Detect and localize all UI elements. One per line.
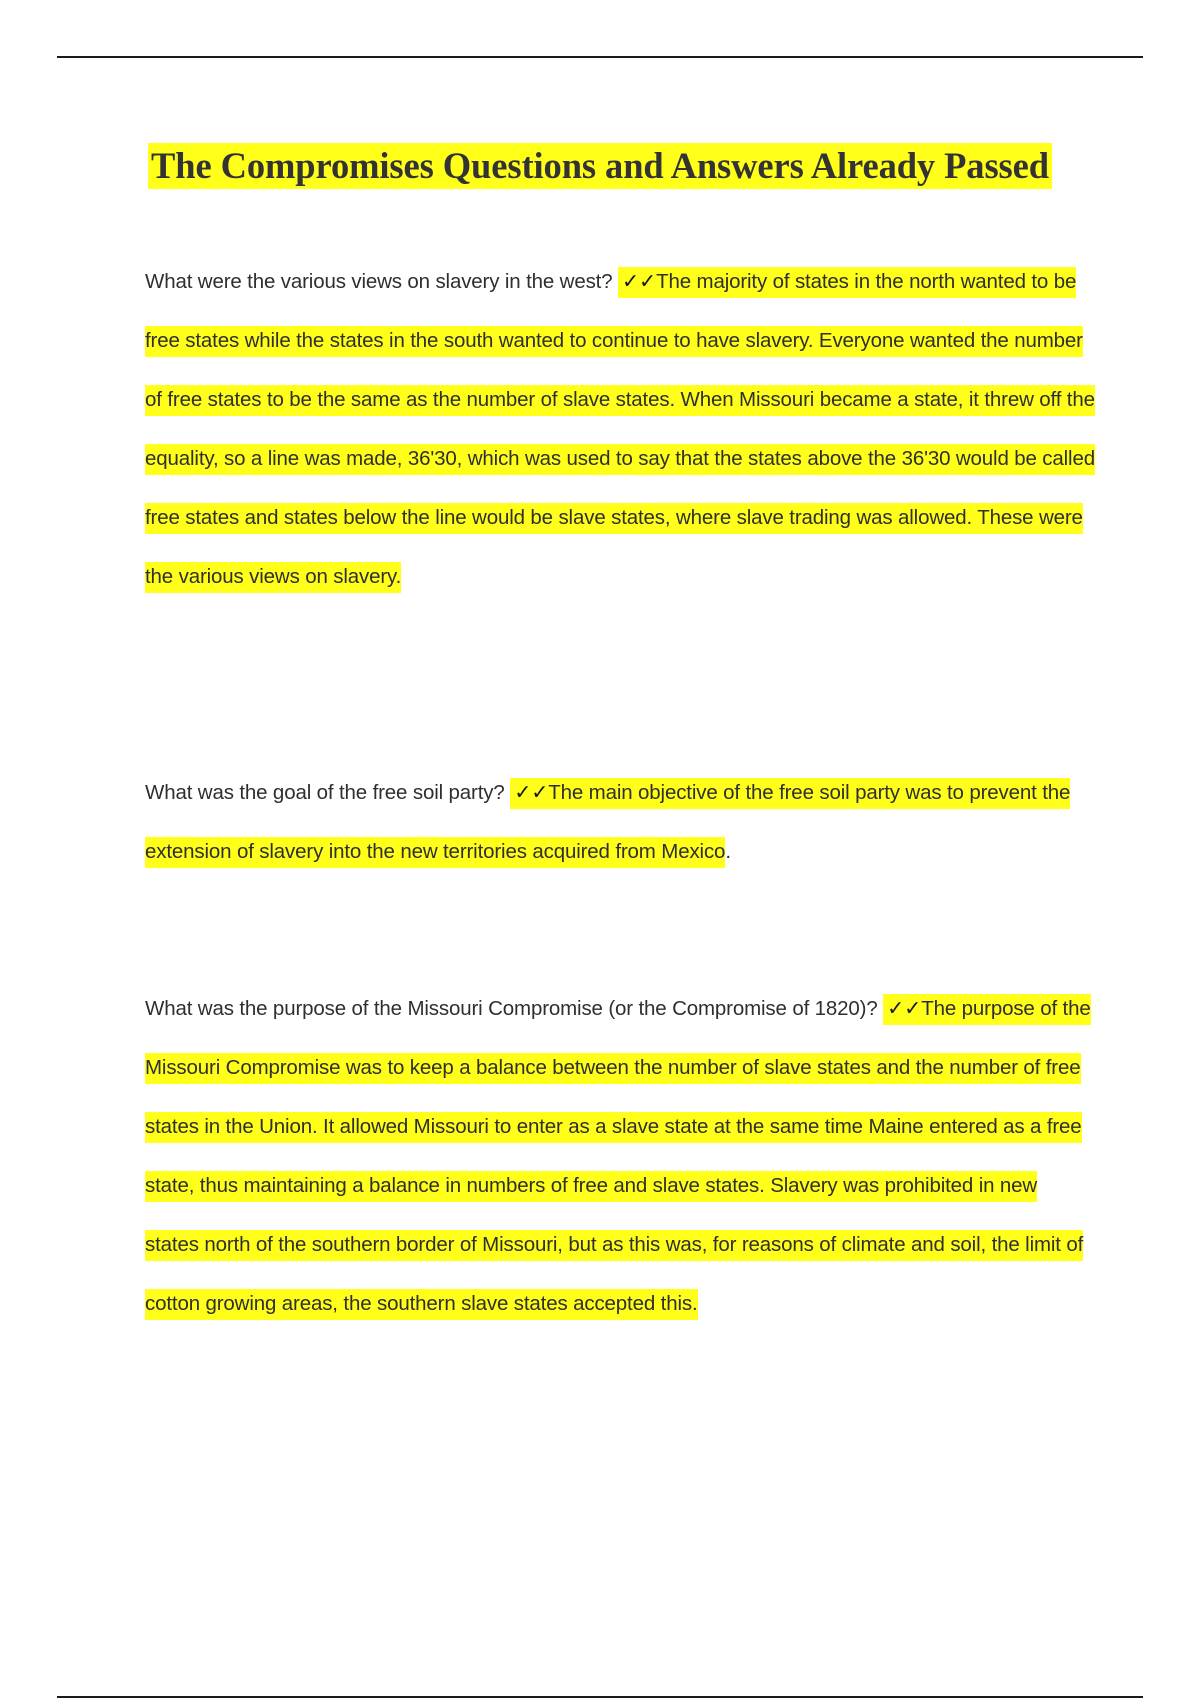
top-rule: [57, 56, 1143, 58]
title-container: [0, 143, 1200, 189]
answer-2-trailing: .: [725, 840, 731, 863]
question-3: What was the purpose of the Missouri Compromise (or the Compromise of 1820)?: [145, 997, 878, 1020]
check-mark-icon: ✓✓: [514, 781, 549, 804]
answer-1-highlight: [145, 267, 1095, 593]
answer-3-highlight: [145, 994, 1091, 1320]
answer-2: The main objective of the free soil party was to prevent the extension of slavery into the new territories acquired from Mexico: [145, 781, 1071, 863]
bottom-rule: [57, 1696, 1143, 1698]
qa-block-1: [145, 252, 1095, 606]
check-mark-icon: ✓✓: [887, 997, 922, 1020]
document-title: The Compromises Questions and Answers Already Passed: [148, 143, 1052, 189]
answer-3: The purpose of the Missouri Compromise was to keep a balance between the number of slave states and the number of free states in the Union. It allowed Missouri to enter as a slave state at the same time Maine entered as a free state, thus maintaining a balance in numbers of free and slave states. Slavery was prohibited in new states north of the southern border of Missouri, but as this was, for reasons of climate and soil, the limit of cotton growing areas, the southern slave states accepted this.: [145, 997, 1091, 1315]
question-2: What was the goal of the free soil party?: [145, 781, 505, 804]
question-1: What were the various views on slavery in the west?: [145, 270, 613, 293]
answer-1: The majority of states in the north wanted to be free states while the states in the south wanted to continue to have slavery. Everyone wanted the number of free states to be the same as the number of slave states. When Missouri became a state, it threw off the equality, so a line was made, 36'30, which was used to say that the states above the 36'30 would be called free states and states below the line would be slave states, where slave trading was allowed. These were the various views on slavery.: [145, 270, 1095, 588]
check-mark-icon: ✓✓: [622, 270, 657, 293]
qa-block-3: [145, 979, 1095, 1333]
qa-block-2: [145, 763, 1095, 881]
